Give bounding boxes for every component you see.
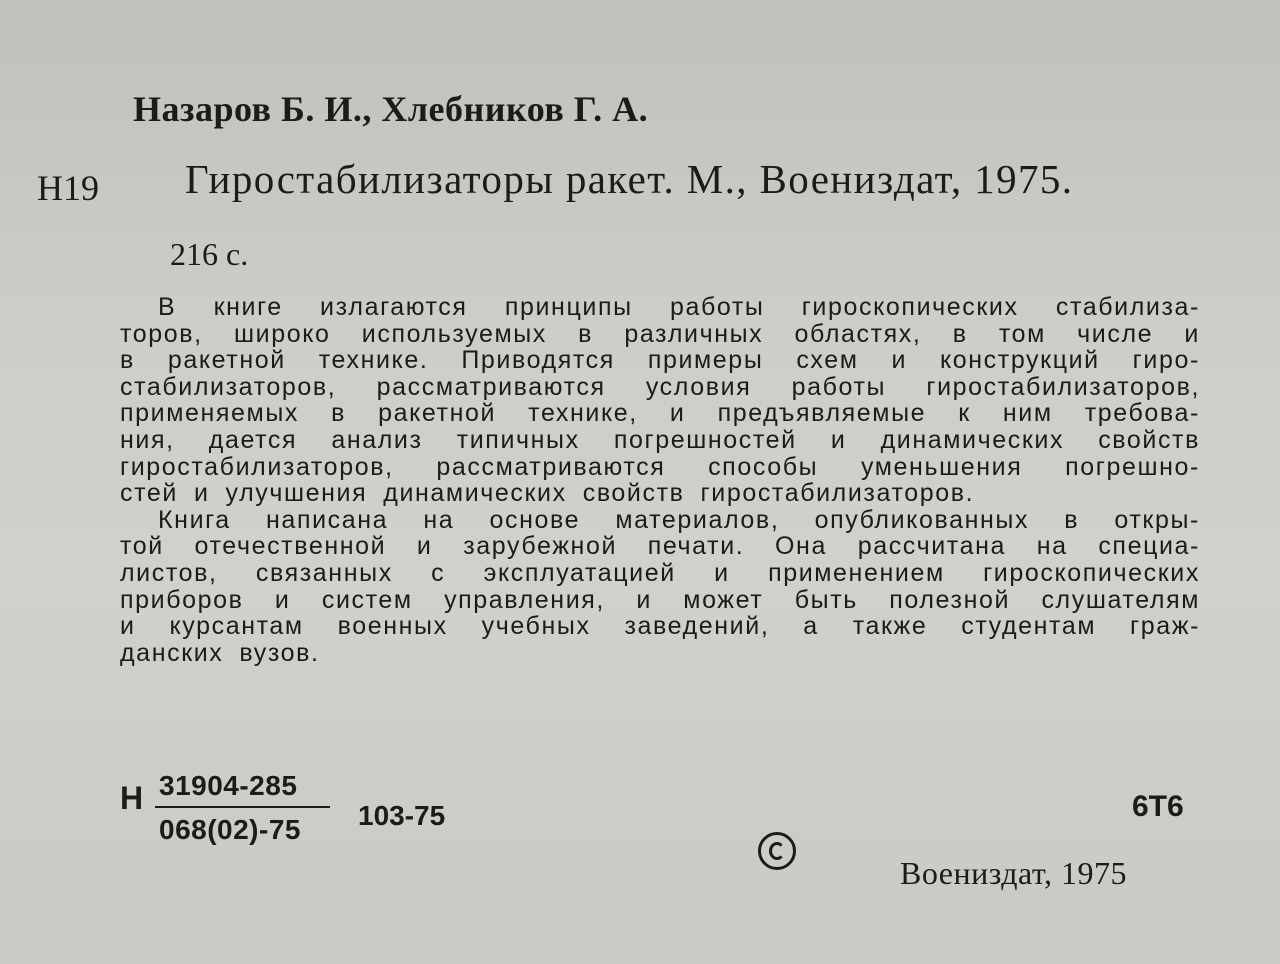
abstract-word: эксплуатацией xyxy=(483,558,676,587)
abstract-word: приборов xyxy=(120,585,244,614)
abstract-word: типичных xyxy=(456,425,580,454)
abstract-line xyxy=(120,374,1200,401)
abstract-word: в xyxy=(578,319,594,348)
abstract-word: заведений, xyxy=(624,612,770,641)
abstract-word: граж- xyxy=(1130,612,1200,641)
abstract-word: зарубежной xyxy=(463,532,618,561)
abstract-word: работы xyxy=(669,293,765,321)
abstract-line xyxy=(120,294,1200,321)
abstract-word: полезной xyxy=(889,585,1011,614)
abstract-word: уменьшения xyxy=(860,452,1023,481)
abstract-word: связанных xyxy=(255,558,393,587)
abstract-word: примеры xyxy=(647,346,764,375)
abstract-word: с xyxy=(431,558,446,587)
abstract-word: дается xyxy=(208,425,298,454)
abstract-word: также xyxy=(852,612,928,641)
abstract-word: и xyxy=(416,532,433,561)
abstract-word: требова- xyxy=(1084,399,1200,428)
abstract-word: систем xyxy=(321,585,413,614)
abstract-word: схем xyxy=(796,346,859,375)
abstract-word: анализ xyxy=(331,425,423,454)
imprint-denominator: 068(02)-75 xyxy=(159,814,301,845)
abstract-line xyxy=(120,640,1200,667)
abstract-word: отечественной xyxy=(194,532,387,561)
abstract-word: и xyxy=(669,399,686,428)
abstract-word: том xyxy=(998,319,1046,348)
abstract-line xyxy=(120,533,1200,560)
abstract-word: гиростабилизаторов, xyxy=(926,372,1200,401)
abstract-word: различных xyxy=(624,319,764,348)
abstract-word: улучшения xyxy=(225,479,368,508)
abstract-word: свойств xyxy=(1098,425,1200,454)
abstract-word: к xyxy=(958,399,971,428)
abstract-word: слушателям xyxy=(1041,585,1200,614)
abstract-word: учебных xyxy=(481,612,591,641)
abstract-word: стабилизаторов, xyxy=(120,372,337,401)
abstract-line xyxy=(120,400,1200,427)
page-count: 216 с. xyxy=(170,236,249,272)
abstract-word: ракетной xyxy=(378,399,497,428)
abstract-word: ния, xyxy=(120,425,175,454)
abstract-word: той xyxy=(120,532,164,561)
abstract-word: широко xyxy=(233,319,331,348)
abstract-word: в xyxy=(331,399,346,428)
abstract-word: специа- xyxy=(1098,532,1200,561)
abstract-word: стабилиза- xyxy=(1055,293,1200,321)
abstract-word: книге xyxy=(213,293,283,321)
abstract-word: излагаются xyxy=(320,293,468,321)
abstract-word: основе xyxy=(489,505,581,534)
abstract-word: и xyxy=(1184,319,1200,348)
abstract-word: в xyxy=(120,346,135,375)
abstract-line xyxy=(120,613,1200,640)
imprint-fraction xyxy=(155,770,330,846)
abstract-word: на xyxy=(1036,532,1068,561)
abstract-word: управления, xyxy=(444,585,605,614)
abstract-word: и xyxy=(274,585,291,614)
abstract-word: и xyxy=(193,479,210,508)
abstract-word: погрешностей xyxy=(613,425,797,454)
abstract-word: гиро- xyxy=(1132,346,1200,375)
book-abstract xyxy=(120,294,1200,666)
abstract-word: числе xyxy=(1077,319,1154,348)
abstract-word: данских xyxy=(120,638,224,667)
catalog-number: 103-75 xyxy=(358,800,446,831)
abstract-word: гироскопических xyxy=(983,558,1200,587)
abstract-word: технике. xyxy=(318,346,429,375)
abstract-word: и xyxy=(636,585,652,614)
abstract-word: гиростабилизаторов, xyxy=(120,452,394,481)
abstract-word: может xyxy=(683,585,764,614)
abstract-word: гиростабилизаторов. xyxy=(700,479,975,508)
abstract-word: написана xyxy=(266,505,389,534)
book-authors: Назаров Б. И., Хлебников Г. А. xyxy=(133,89,649,129)
abstract-word: ним xyxy=(1002,399,1053,428)
abstract-word: применяемых xyxy=(120,399,300,428)
imprint-numerator: 31904-285 xyxy=(155,770,330,808)
abstract-word: предъявляемые xyxy=(717,399,927,428)
abstract-word: курсантам xyxy=(169,612,304,641)
abstract-word: погрешно- xyxy=(1065,452,1200,481)
abstract-word: в xyxy=(952,319,968,348)
abstract-word: а xyxy=(803,612,819,641)
abstract-word: торов, xyxy=(120,319,203,348)
abstract-word: военных xyxy=(337,612,448,641)
abstract-word: в xyxy=(1064,505,1080,534)
abstract-word: способы xyxy=(708,452,819,481)
abstract-word: печати. xyxy=(647,532,745,561)
publisher-year: Воениздат, 1975 xyxy=(900,855,1127,891)
abstract-word: В xyxy=(158,293,177,321)
abstract-word: динамических xyxy=(383,479,567,508)
imprint-letter: Н xyxy=(120,780,144,816)
book-title: Гиростабилизаторы ракет. М., Воениздат, 1975. xyxy=(185,156,1074,202)
abstract-word: принципы xyxy=(504,293,633,321)
abstract-line xyxy=(120,454,1200,481)
abstract-line xyxy=(120,427,1200,454)
library-index-code: Н19 xyxy=(37,168,99,208)
abstract-word: материалов, xyxy=(615,505,780,534)
abstract-word: работы xyxy=(791,372,887,401)
abstract-word: используемых xyxy=(361,319,547,348)
abstract-word: гироскопических xyxy=(801,293,1019,321)
classification-code: 6Т6 xyxy=(1132,790,1184,823)
abstract-word: Книга xyxy=(158,505,231,534)
abstract-word: быть xyxy=(794,585,858,614)
abstract-word: рассматриваются xyxy=(436,452,666,481)
abstract-word: применением xyxy=(768,558,945,587)
copyright-icon xyxy=(758,832,796,870)
abstract-word: и xyxy=(830,425,847,454)
abstract-word: листов, xyxy=(120,558,218,587)
abstract-word: и xyxy=(120,612,136,641)
abstract-word: динамических xyxy=(880,425,1065,454)
abstract-word: стей xyxy=(120,479,178,508)
abstract-word: и xyxy=(891,346,908,375)
abstract-line xyxy=(120,560,1200,587)
abstract-line xyxy=(120,321,1200,348)
abstract-word: откры- xyxy=(1114,505,1200,534)
abstract-word: студентам xyxy=(961,612,1097,641)
abstract-word: на xyxy=(423,505,455,534)
abstract-word: условия xyxy=(645,372,752,401)
abstract-word: и xyxy=(714,558,730,587)
abstract-word: ракетной xyxy=(167,346,286,375)
abstract-word: технике, xyxy=(528,399,638,428)
abstract-word: конструкций xyxy=(939,346,1100,375)
abstract-word: свойств xyxy=(582,479,685,508)
abstract-word: Она xyxy=(775,532,827,561)
abstract-word: опубликованных xyxy=(814,505,1030,534)
abstract-line xyxy=(120,480,1200,507)
abstract-word: областях, xyxy=(794,319,922,348)
abstract-word: рассчитана xyxy=(857,532,1006,561)
abstract-word: вузов. xyxy=(239,638,320,667)
abstract-line xyxy=(120,507,1200,534)
abstract-word: рассматриваются xyxy=(376,372,606,401)
abstract-line xyxy=(120,347,1200,374)
abstract-word: Приводятся xyxy=(461,346,615,375)
abstract-line xyxy=(120,587,1200,614)
